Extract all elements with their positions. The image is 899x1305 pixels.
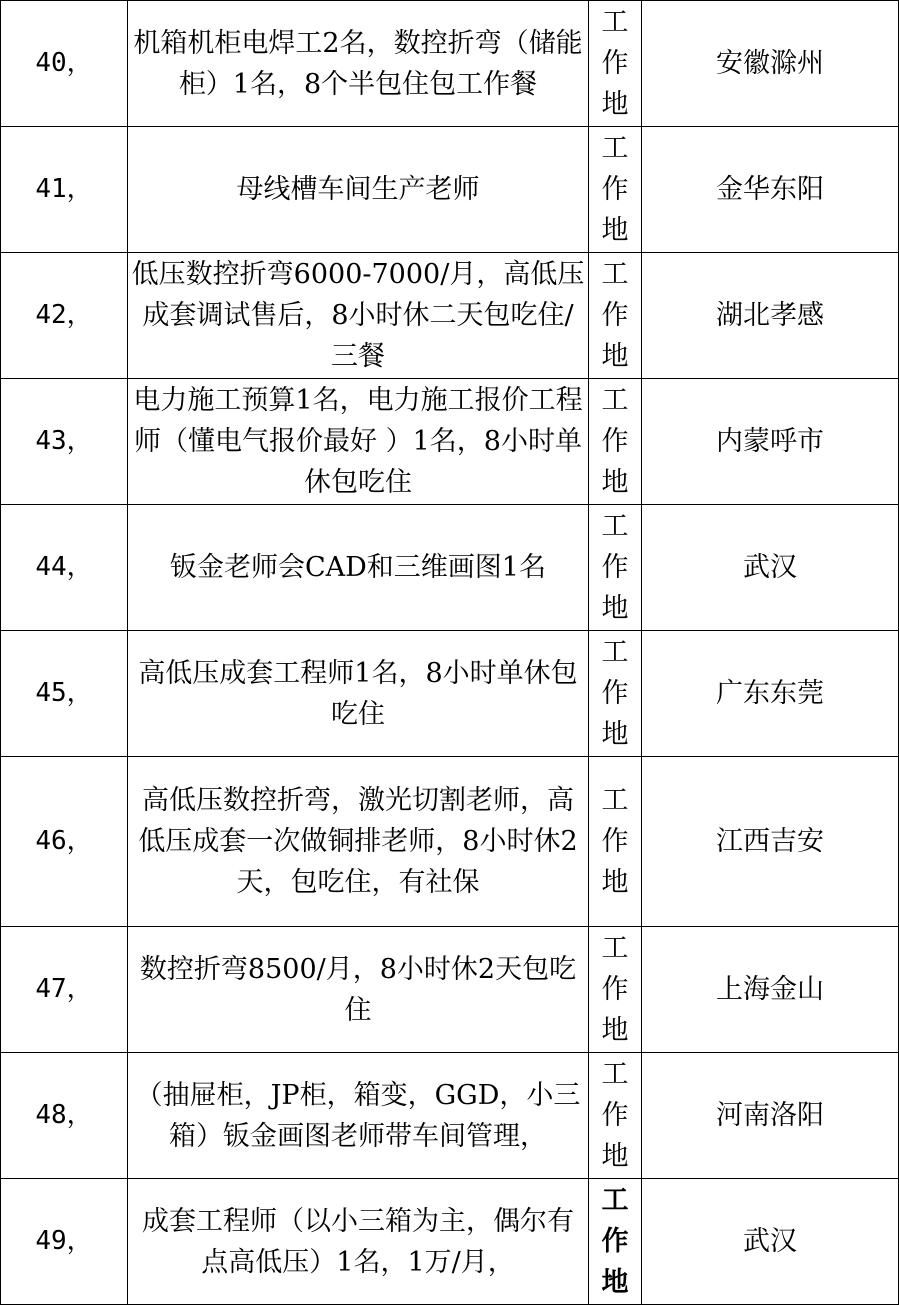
- work-location-label: 工 作 地: [589, 1, 642, 127]
- job-description: 数控折弯8500/月，8小时休2天包吃住: [128, 927, 589, 1053]
- row-number: 48，: [1, 1053, 128, 1179]
- location-cell: 内蒙呼市: [642, 379, 899, 505]
- row-number: 44，: [1, 505, 128, 631]
- job-description: 低压数控折弯6000-7000/月，高低压成套调试售后，8小时休二天包吃住/三餐: [128, 253, 589, 379]
- row-number: 41，: [1, 127, 128, 253]
- table-row: [1, 1179, 899, 1305]
- work-location-label: 工 作 地: [589, 1179, 642, 1305]
- row-number: 46，: [1, 757, 128, 927]
- job-description: 高低压数控折弯，激光切割老师，高低压成套一次做铜排老师，8小时休2天，包吃住，有社保: [128, 757, 589, 927]
- job-description: （抽屉柜，JP柜，箱变，GGD，小三箱）钣金画图老师带车间管理，: [128, 1053, 589, 1179]
- work-location-label: 工 作 地: [589, 927, 642, 1053]
- location-cell: 河南洛阳: [642, 1053, 899, 1179]
- job-description: 机箱机柜电焊工2名，数控折弯（储能柜）1名，8个半包住包工作餐: [128, 1, 589, 127]
- row-number: 43，: [1, 379, 128, 505]
- job-description: 钣金老师会CAD和三维画图1名: [128, 505, 589, 631]
- location-cell: 湖北孝感: [642, 253, 899, 379]
- table-row: [1, 379, 899, 505]
- row-number: 45，: [1, 631, 128, 757]
- location-cell: 安徽滁州: [642, 1, 899, 127]
- location-cell: 广东东莞: [642, 631, 899, 757]
- job-description: 成套工程师（以小三箱为主，偶尔有点高低压）1名，1万/月，: [128, 1179, 589, 1305]
- job-description: 高低压成套工程师1名，8小时单休包吃住: [128, 631, 589, 757]
- table-row: [1, 127, 899, 253]
- work-location-label: 工 作 地: [589, 379, 642, 505]
- row-number: 49，: [1, 1179, 128, 1305]
- table-row: [1, 631, 899, 757]
- location-cell: 江西吉安: [642, 757, 899, 927]
- table-row: [1, 505, 899, 631]
- row-number: 42，: [1, 253, 128, 379]
- work-location-label: 工 作 地: [589, 127, 642, 253]
- job-description: 母线槽车间生产老师: [128, 127, 589, 253]
- table-row: [1, 1, 899, 127]
- work-location-label: 工 作 地: [589, 253, 642, 379]
- job-description: 电力施工预算1名，电力施工报价工程师（懂电气报价最好 ）1名，8小时单休包吃住: [128, 379, 589, 505]
- row-number: 47，: [1, 927, 128, 1053]
- row-number: 40，: [1, 1, 128, 127]
- table-row: [1, 1053, 899, 1179]
- location-cell: 上海金山: [642, 927, 899, 1053]
- table-row: [1, 927, 899, 1053]
- work-location-label: 工 作 地: [589, 631, 642, 757]
- location-cell: 武汉: [642, 1179, 899, 1305]
- work-location-label: 工 作 地: [589, 757, 642, 927]
- work-location-label: 工 作 地: [589, 505, 642, 631]
- location-cell: 金华东阳: [642, 127, 899, 253]
- table-row: [1, 253, 899, 379]
- work-location-label: 工 作 地: [589, 1053, 642, 1179]
- table-row: [1, 757, 899, 927]
- location-cell: 武汉: [642, 505, 899, 631]
